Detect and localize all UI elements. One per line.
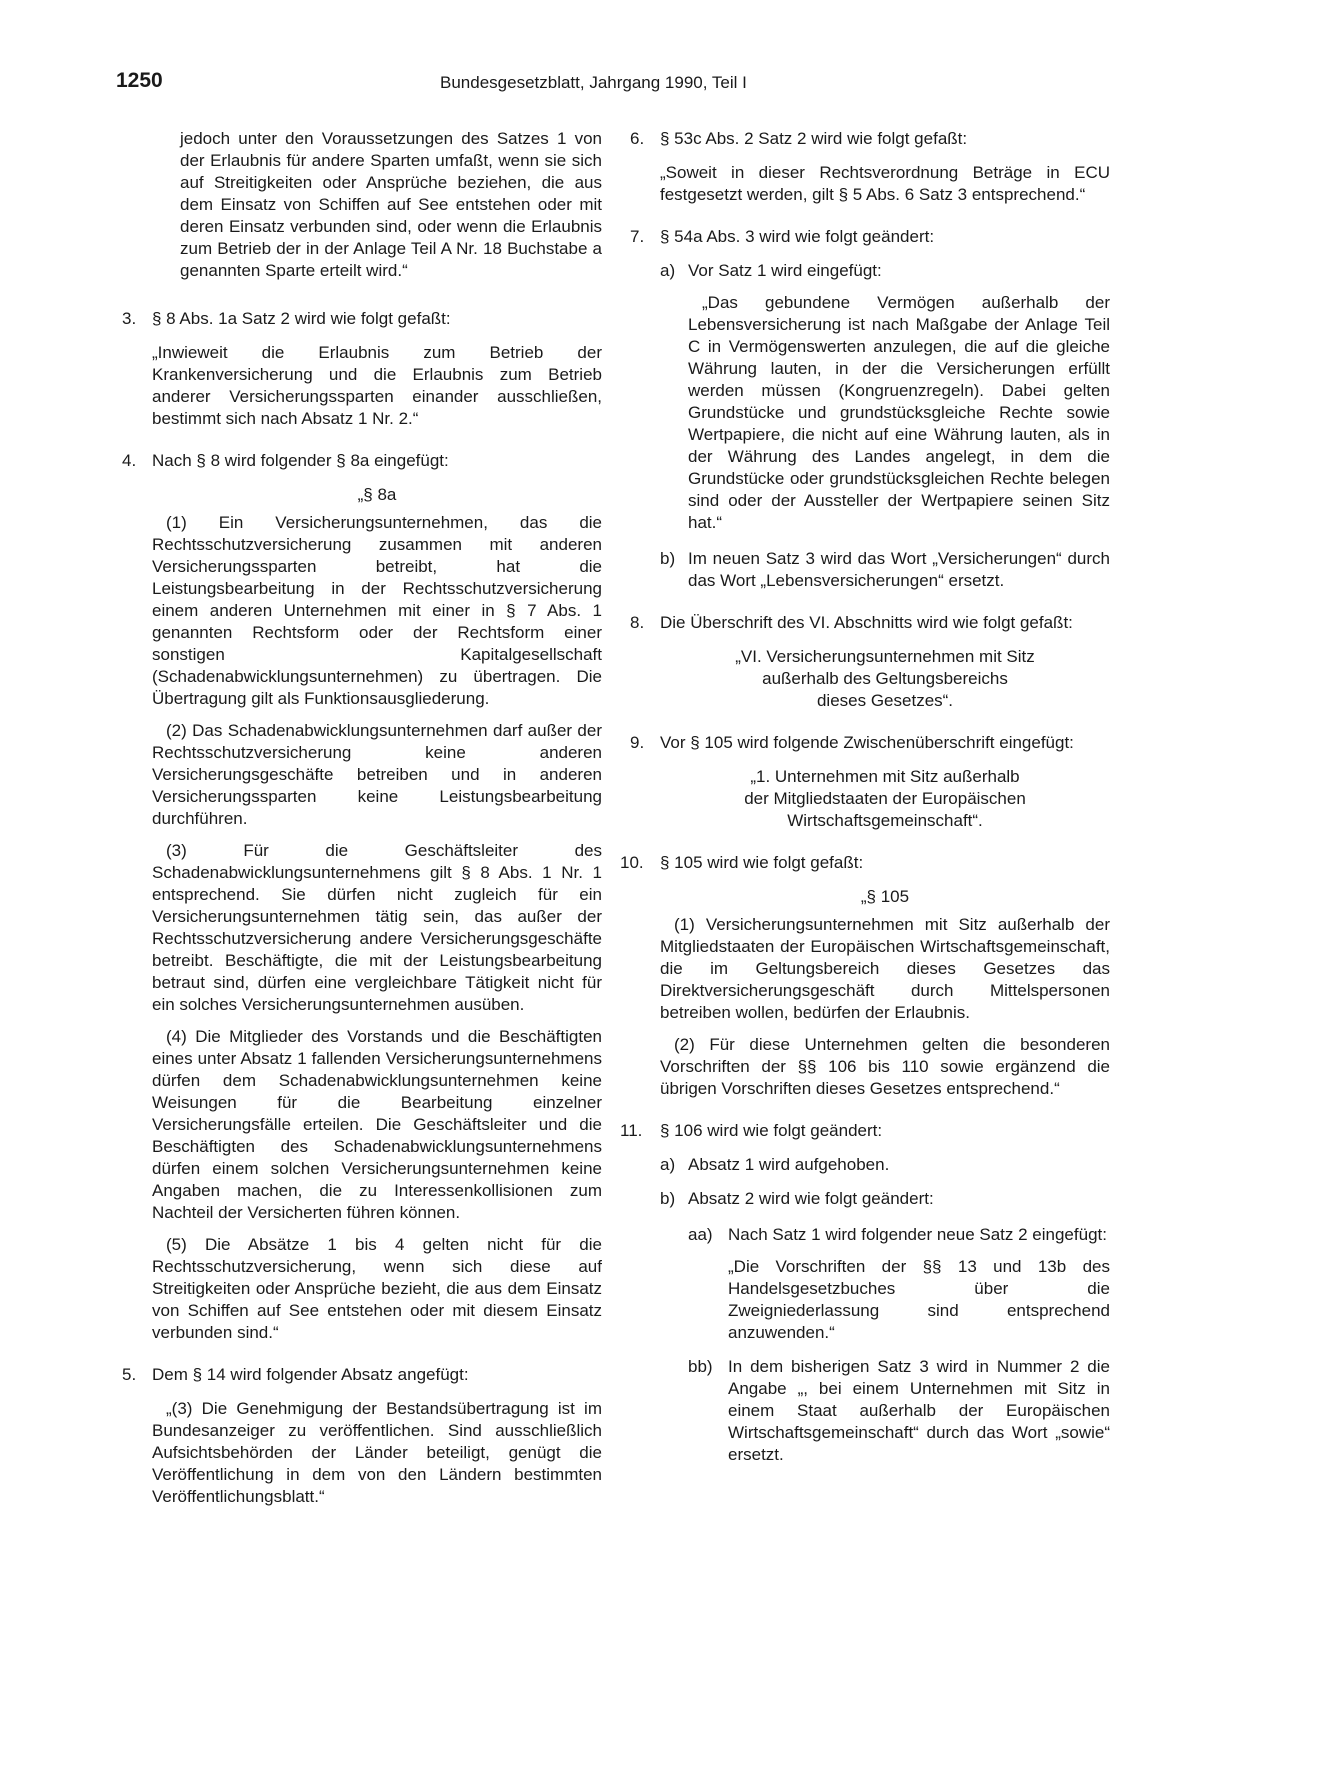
sub-sub-item-text: Nach Satz 1 wird folgender neue Satz 2 eingefügt: — [728, 1225, 1107, 1244]
heading-line-1: „VI. Versicherungsunternehmen mit Sitz — [735, 647, 1035, 666]
right-column — [620, 128, 1110, 1486]
page-number: 1250 — [116, 69, 163, 92]
sub-sub-item-bb — [688, 1356, 1110, 1466]
sub-sub-item-label: bb) — [688, 1357, 713, 1376]
heading-line-1: „1. Unternehmen mit Sitz außerhalb — [750, 767, 1020, 786]
sub-item-label: a) — [660, 261, 676, 280]
item-intro: Nach § 8 wird folgender § 8a eingefügt: — [152, 451, 449, 470]
sub-sub-item-quote: „Die Vorschriften der §§ 13 und 13b des Handelsgesetzbuches über die Zweigniederlassung sind entsprechend anzuwenden.“ — [728, 1257, 1110, 1342]
paragraph-1: (1) Ein Versicherungsunternehmen, das die Rechtsschutzversicherung zusammen mit anderen Versicherungssparten betreibt, hat die Leistungsbearbeitung in der Rechtsschutzversicherung einem anderen Unternehmen mit einer in § 7 Abs. 1 genannten Rechtsform oder der Rechtsform einer sonstigen Kapitalgesellschaft (Schadenabwicklungsunternehmen) zu übertragen. Die Übertragung gilt als Funktionsausgliederung. — [152, 513, 602, 708]
sub-item-text: Im neuen Satz 3 wird das Wort „Versicherungen“ durch das Wort „Lebensversicherungen“ ersetzt. — [688, 549, 1110, 590]
running-head: Bundesgesetzblatt, Jahrgang 1990, Teil I — [440, 73, 747, 92]
sub-item-label: b) — [660, 1189, 676, 1208]
continuation-text: jedoch unter den Voraussetzungen des Satzes 1 von der Erlaubnis für andere Sparten umfaßt, wenn sie sich auf Streitigkeiten oder Ansprüche beziehen, die aus dem Einsatz von Schiffen auf See entstehen oder mit deren Einsatz verbunden sind, oder wenn die Erlaubnis zum Betrieb der in der Anlage Teil A Nr. 18 Buchstabe a genannten Sparte erteilt wird.“ — [180, 129, 602, 280]
item-intro: § 54a Abs. 3 wird wie folgt geändert: — [660, 227, 935, 246]
item-quote: „Soweit in dieser Rechtsverordnung Beträge in ECU festgesetzt werden, gilt § 5 Abs. 6 Satz 3 entsprechend.“ — [660, 163, 1110, 204]
item-number: 4. — [122, 451, 137, 470]
sub-sub-item-text: In dem bisherigen Satz 3 wird in Nummer 2 die Angabe „, bei einem Unternehmen mit Sitz in einem Staat außerhalb der Europäischen Wirtschaftsgemeinschaft“ durch das Wort „sowie“ ersetzt. — [728, 1357, 1110, 1464]
item-number: 7. — [630, 227, 645, 246]
item-number: 11. — [620, 1121, 643, 1140]
item-4 — [122, 450, 602, 1344]
paragraph-1: (1) Versicherungsunternehmen mit Sitz außerhalb der Mitgliedstaaten der Europäischen Wirtschaftsgemeinschaft, die im Geltungsbereich dieses Gesetzes das Direktversicherungsgeschäft durch Mittelspersonen betreiben wollen, bedürfen der Erlaubnis. — [660, 915, 1110, 1022]
section-heading: „§ 8a — [357, 485, 397, 504]
item-intro: § 53c Abs. 2 Satz 2 wird wie folgt gefaßt: — [660, 129, 968, 148]
sub-item-a — [660, 260, 1110, 534]
item-8 — [630, 612, 1110, 712]
item-3 — [122, 308, 602, 430]
heading-line-2: der Mitgliedstaaten der Europäischen — [744, 789, 1026, 808]
item-intro: Vor § 105 wird folgende Zwischenüberschrift eingefügt: — [660, 733, 1074, 752]
item-10 — [620, 852, 1110, 1100]
paragraph-3: (3) Für die Geschäftsleiter des Schadenabwicklungsunternehmens gilt § 8 Abs. 1 Nr. 1 entsprechend. Sie dürfen nicht zugleich für ein Versicherungsunternehmen tätig sein, das außer der Rechtsschutzversicherung andere Versicherungsgeschäfte betreibt. Beschäftigte, die mit der Leistungsbearbeitung betraut sind, dürfen eine vergleichbare Tätigkeit nicht für ein solches Versicherungsunternehmen ausüben. — [152, 841, 602, 1014]
paragraph-4: (4) Die Mitglieder des Vorstands und die Beschäftigten eines unter Absatz 1 fallenden Versicherungsunternehmens dürfen dem Schadenabwicklungsunternehmen keine Weisungen für die Bearbeitung einzelner Versicherungsfälle erteilen. Die Geschäftsleiter und die Beschäftigten des Schadenabwicklungsunternehmens dürfen einem solchen Versicherungsunternehmen keine Angaben machen, die zu Interessenkollisionen zum Nachteil der Versicherten führen können. — [152, 1027, 602, 1222]
paragraph-2: (2) Das Schadenabwicklungsunternehmen darf außer der Rechtsschutzversicherung keine anderen Versicherungsgeschäfte betreiben und in anderen Versicherungssparten keine Leistungsbearbeitung durchführen. — [152, 721, 602, 828]
paragraph-5: (5) Die Absätze 1 bis 4 gelten nicht für die Rechtsschutzversicherung, wenn sich diese auf Streitigkeiten oder Ansprüche bezieht, die aus dem Einsatz von Schiffen auf See entstehen oder mit diesem Einsatz verbunden sind.“ — [152, 1235, 602, 1342]
left-column — [122, 128, 602, 1528]
sub-item-text: Absatz 2 wird wie folgt geändert: — [688, 1189, 934, 1208]
item-number: 8. — [630, 613, 645, 632]
paragraph-2: (2) Für diese Unternehmen gelten die besonderen Vorschriften der §§ 106 bis 110 sowie ergänzend die übrigen Vorschriften dieses Gesetzes entsprechend.“ — [660, 1035, 1110, 1098]
sub-item-text: Absatz 1 wird aufgehoben. — [688, 1155, 890, 1174]
item-number: 9. — [630, 733, 645, 752]
sub-sub-item-label: aa) — [688, 1225, 713, 1244]
item-number: 6. — [630, 129, 645, 148]
item-intro: Dem § 14 wird folgender Absatz angefügt: — [152, 1365, 469, 1384]
sub-item-a — [660, 1154, 1110, 1176]
heading-line-3: Wirtschaftsgemeinschaft“. — [787, 811, 983, 830]
item-number: 10. — [620, 853, 644, 872]
item-11 — [620, 1120, 1110, 1466]
sub-sub-item-aa — [688, 1224, 1110, 1344]
item-number: 3. — [122, 309, 137, 328]
heading-line-3: dieses Gesetzes“. — [816, 691, 954, 710]
item-5 — [122, 1364, 602, 1508]
sub-item-b — [660, 1188, 1110, 1466]
item-number: 5. — [122, 1365, 137, 1384]
item-9 — [630, 732, 1110, 832]
item-intro: § 105 wird wie folgt gefaßt: — [660, 853, 864, 872]
sub-item-label: b) — [660, 549, 676, 568]
item-quote: „Inwieweit die Erlaubnis zum Betrieb der Krankenversicherung und die Erlaubnis zum Betrieb anderer Versicherungssparten einander ausschließen, bestimmt sich nach Absatz 1 Nr. 2.“ — [152, 343, 602, 428]
sub-item-quote: „Das gebundene Vermögen außerhalb der Lebensversicherung ist nach Maßgabe der Anlage Teil C in Vermögenswerten anzulegen, die auf die gleiche Währung lauten, in der die Versicherungen erfüllt werden müssen (Kongruenzregeln). Dabei gelten Grundstücke und grundstücksgleiche Rechte sowie Wertpapiere, die nicht auf eine Währung lauten, als in der Währung des Landes angelegt, in dem die Grundstücke oder grundstücksgleichen Rechte belegen sind oder der Aussteller der Wertpapiere seinen Sitz hat.“ — [688, 293, 1110, 532]
section-heading: „§ 105 — [860, 887, 910, 906]
heading-line-2: außerhalb des Geltungsbereichs — [762, 669, 1008, 688]
sub-item-b — [660, 548, 1110, 592]
item-6 — [630, 128, 1110, 206]
sub-item-text: Vor Satz 1 wird eingefügt: — [688, 261, 882, 280]
item-intro: § 106 wird wie folgt geändert: — [660, 1121, 883, 1140]
item-7 — [630, 226, 1110, 592]
item-intro: § 8 Abs. 1a Satz 2 wird wie folgt gefaßt: — [152, 309, 451, 328]
item-quote: „(3) Die Genehmigung der Bestandsübertragung ist im Bundesanzeiger zu veröffentlichen. Sind ausschließlich Aufsichtsbehörden der Länder beteiligt, genügt die Veröffentlichung in dem von den Ländern bestimmten Veröffentlichungsblatt.“ — [152, 1399, 602, 1506]
sub-item-label: a) — [660, 1155, 676, 1174]
item-intro: Die Überschrift des VI. Abschnitts wird wie folgt gefaßt: — [660, 613, 1073, 632]
